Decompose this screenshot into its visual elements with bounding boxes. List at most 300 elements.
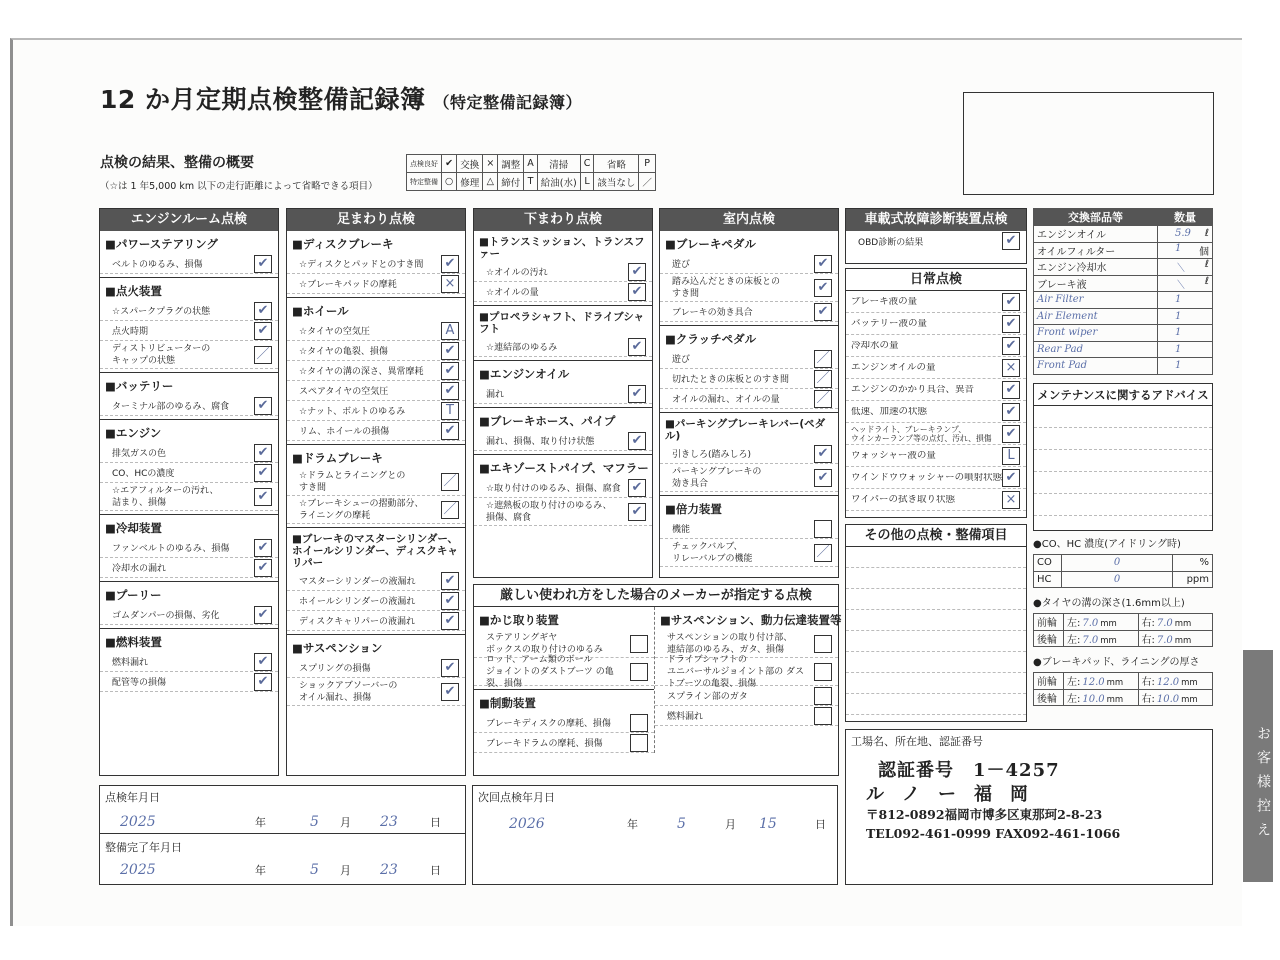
checkbox[interactable]: ✔ [628,338,646,356]
check-item [660,519,838,539]
checkbox[interactable]: ✔ [441,659,459,677]
check-item-label: スプライン部のガタ [667,692,748,702]
legend-cell: △ [483,173,498,191]
measurements [1033,535,1213,706]
part-name[interactable]: エンジン冷却水 [1034,259,1158,276]
right-value[interactable]: 右: 7.0 mm [1138,614,1213,631]
chassis-column [286,208,466,776]
check-item [287,496,465,524]
check-item [287,361,465,381]
blank-line[interactable] [846,610,1026,631]
blank-line[interactable] [846,673,1026,694]
check-item [287,658,465,678]
shop-tel: TEL092-461-0999 FAX092-461-1066 [866,826,1121,841]
check-item-label: マスターシリンダーの液漏れ [299,577,416,587]
check-item [846,379,1026,401]
column-header: エンジンルーム点検 [100,209,278,231]
part-qty[interactable]: 1 [1158,292,1213,309]
check-item [474,654,654,689]
checkbox[interactable]: ✔ [814,303,832,321]
check-item [660,539,838,567]
parts-header: 交換部品等 [1034,209,1158,226]
obd-label: OBD診断の結果 [858,237,924,248]
check-item [287,401,465,421]
part-name[interactable]: Front Pad [1034,358,1158,375]
qty-header: 数量 [1158,209,1213,226]
parts-row [1034,308,1213,325]
checkbox[interactable]: ✔ [628,479,646,497]
blank-line[interactable] [846,589,1026,610]
checkbox[interactable]: ✔ [441,362,459,380]
legend-cell: × [483,155,498,173]
check-item-label: ☆取り付けのゆるみ、損傷、腐食 [486,484,621,494]
section-title: ■ ディスクブレーキ [292,236,465,252]
check-item-label: ロッド、アーム類のボール ジョイントのダストブーツ の亀裂、損傷 [486,654,614,689]
section-title: ■ サスペンション、動力伝達装置等 [660,612,838,628]
section-title: ■ クラッチペダル [665,331,838,347]
wheel-position: 前輪 [1034,614,1064,631]
check-item-label: 切れたときの床板とのすき間 [672,375,790,385]
section-title: ■ 燃料装置 [105,634,278,650]
next-date-label: 次回点検年月日 [478,791,555,804]
inspect-date-label: 点検年月日 [105,791,160,804]
check-item [287,678,465,706]
advice-panel [1033,383,1213,531]
checkbox[interactable]: ✔ [254,488,272,506]
check-item-label: 遊び [672,355,691,365]
shop-label: 工場名、所在地、認証番号 [851,735,983,748]
check-item [474,713,654,733]
check-item [846,335,1026,357]
checkbox[interactable]: ／ [441,473,459,491]
checkbox[interactable] [630,635,648,653]
dates-box [99,785,466,885]
section-title: ■ サスペンション [292,640,465,656]
checkbox[interactable]: ✔ [254,606,272,624]
checkbox[interactable]: ✔ [1002,315,1020,333]
legend-cell: ✔ [442,155,457,173]
checkbox[interactable] [630,734,648,752]
check-item-label: オイルの漏れ、オイルの量 [672,395,780,405]
checkbox[interactable]: ✔ [628,432,646,450]
checkbox[interactable] [814,663,832,681]
checkbox[interactable]: ✔ [254,464,272,482]
check-item-label: ☆タイヤの亀裂、損傷 [299,347,388,357]
checkbox[interactable]: ／ [814,544,832,562]
check-item-label: バッテリー液の量 [851,319,928,328]
part-name[interactable]: Rear Pad [1034,341,1158,358]
measure-row [1034,689,1213,706]
check-item [100,538,278,558]
checkbox[interactable]: ✔ [628,283,646,301]
checkbox[interactable]: ✔ [441,255,459,273]
section-title: ■ パワーステアリング [105,236,278,252]
checkbox[interactable]: ✔ [441,342,459,360]
left-value[interactable]: 左: 10.0 mm [1064,689,1139,706]
check-item-label: サスペンションの取り付け部、 連結部のゆるみ、ガタ、損傷 [667,632,793,655]
checkbox[interactable]: ✔ [628,503,646,521]
wheel-position: 後輪 [1034,689,1064,706]
column-header: 足まわり点検 [287,209,465,231]
check-item [846,313,1026,335]
other-items-panel [845,524,1027,722]
check-item-label: ファンベルトのゆるみ、損傷 [112,544,230,554]
check-item [474,337,652,357]
part-qty[interactable]: 1 [1158,358,1213,375]
checkbox[interactable]: T [441,402,459,420]
engine-room-column [99,208,279,776]
check-item [846,489,1026,511]
checkbox[interactable] [814,707,832,725]
blank-line[interactable] [1034,472,1212,494]
checkbox[interactable]: ✔ [628,385,646,403]
column-header: 下まわり点検 [474,209,652,231]
checkbox[interactable]: ／ [254,346,272,364]
column-header: 日常点検 [846,269,1026,291]
legend-cell: A [524,155,538,173]
check-item-label: ブレーキドラムの摩耗、損傷 [486,739,603,749]
check-item-label: ☆連結部のゆるみ [486,343,558,353]
blank-line[interactable] [1034,406,1212,428]
check-item [655,654,838,689]
section-title: ■ ホイール [292,303,465,319]
right-value[interactable]: 右: 7.0 mm [1138,630,1213,647]
parts-row [1034,275,1213,292]
legend-cell: 修理 [457,173,483,191]
check-item-label: ブレーキディスクの摩耗、損傷 [486,719,611,729]
checkbox[interactable]: ✔ [1002,293,1020,311]
checkbox[interactable]: ✔ [1002,425,1020,443]
co-unit: % [1173,555,1213,572]
next-date-box [472,785,838,885]
parts-row [1034,358,1213,375]
checkbox[interactable]: ✔ [254,397,272,415]
checkbox[interactable]: ✔ [814,445,832,463]
check-item [655,706,838,726]
check-item-label: ベルトのゆるみ、損傷 [112,260,203,270]
section-title: ■ ドラムブレーキ [292,450,465,466]
legend-cell: C [580,155,594,173]
check-item-label: 低速、加速の状態 [851,407,928,416]
check-item-label: ステアリングギヤ ボックスの取り付けのゆるみ [486,632,603,655]
part-name[interactable]: ブレーキ液 [1034,275,1158,292]
check-item [100,254,278,274]
legend-cell: 省略 [594,155,639,173]
parts-row [1034,292,1213,309]
checkbox[interactable]: ／ [814,390,832,408]
blank-line[interactable] [846,568,1026,589]
check-item-label: 配管等の損傷 [112,678,167,688]
right-value[interactable]: 右: 12.0 mm [1138,673,1213,690]
part-name[interactable]: Front wiper [1034,325,1158,342]
check-item-label: ☆エアフィルターの汚れ、 詰まり、損傷 [112,485,219,508]
check-item-label: リム、ホイールの損傷 [299,427,390,437]
check-item [846,467,1026,489]
section-title: ■ ブレーキのマスターシリンダー、ホイールシリンダー、ディスクキャリパー [292,533,465,569]
checkbox[interactable]: ✔ [254,444,272,462]
check-item [100,652,278,672]
right-value[interactable]: 右: 10.0 mm [1138,689,1213,706]
check-item-label: エンジンオイルの量 [851,363,936,372]
checkbox[interactable]: ✔ [814,279,832,297]
check-item [287,274,465,294]
part-qty[interactable]: ＼ ℓ [1158,275,1213,292]
checkbox[interactable] [814,635,832,653]
check-item-label: ☆ブレーキパッドの摩耗 [299,280,397,290]
check-item-label: CO、HCの濃度 [112,469,175,479]
part-name[interactable]: オイルフィルター [1034,242,1158,259]
measure-row [1034,614,1213,631]
checkbox[interactable]: ✔ [441,422,459,440]
check-item [474,262,652,282]
customer-copy-tab: お客様控え [1243,650,1273,882]
checkbox[interactable]: ✔ [1002,403,1020,421]
check-item [655,686,838,706]
checkbox[interactable]: ／ [441,501,459,519]
section-title: ■ 倍力装置 [665,501,838,517]
check-item-label: ショックアブソーバーの オイル漏れ、損傷 [299,680,398,703]
check-item [474,733,654,753]
blank-line[interactable] [846,652,1026,673]
part-qty[interactable]: 1 [1158,308,1213,325]
check-item [100,672,278,692]
legend-cell: ○ [442,173,457,191]
stamp-box [963,92,1214,195]
checkbox[interactable] [814,520,832,538]
checkbox[interactable] [630,714,648,732]
interior-column [659,208,839,578]
check-item-label: ☆タイヤの溝の深さ、異常摩耗 [299,367,424,377]
legend-cell: 清掃 [537,155,580,173]
legend-cell: P [639,155,656,173]
wheel-position: 後輪 [1034,630,1064,647]
check-item-label: ヘッドライト、ブレーキランプ、 ウインカーランプ等の点灯、汚れ、損傷 [851,424,992,443]
check-item [846,357,1026,379]
check-item [474,478,652,498]
shop-box [845,729,1213,885]
column-header: 車載式故障診断装置点検 [846,209,1026,231]
checkbox[interactable]: ✔ [441,572,459,590]
next-date[interactable]: 2026 年 5 月 15 日 [509,816,826,832]
part-name[interactable]: Air Filter [1034,292,1158,309]
check-item [100,321,278,341]
section-title: ■ エンジンオイル [479,366,652,382]
checkbox[interactable]: ／ [814,370,832,388]
check-item [660,389,838,409]
left-value[interactable]: 左: 7.0 mm [1064,614,1139,631]
section-title: ■ エキゾーストパイプ、マフラー [479,460,652,476]
check-item [287,321,465,341]
section-title: ■ バッテリー [105,378,278,394]
legend-cell: ／ [639,173,656,191]
section-title: ■ 冷却装置 [105,520,278,536]
check-item-label: ターミナル部のゆるみ、腐食 [112,402,230,412]
checkbox[interactable]: ✔ [1002,337,1020,355]
legend-cell: 該当なし [594,173,639,191]
summary-title: 点検の結果、整備の概要 [100,155,254,171]
checkbox[interactable]: ✔ [1002,469,1020,487]
shop-name: ル ノ ー 福 岡 [866,784,1028,805]
hc-value[interactable]: 0 [1062,571,1173,588]
check-item-label: ☆スパークプラグの状態 [112,307,211,317]
check-item-label: 燃料漏れ [667,712,704,722]
inspect-date[interactable]: 2025 年 5 月 23 日 [120,814,441,830]
check-item [474,282,652,302]
legend-cell: T [524,173,538,191]
blank-line[interactable] [846,694,1026,715]
part-qty[interactable]: 1 [1158,325,1213,342]
complete-date-label: 整備完了年月日 [105,841,182,854]
section-title: ■ エンジン [105,425,278,441]
blank-line[interactable] [846,631,1026,652]
column-header: その他の点検・整備項目 [846,525,1026,547]
section-title: ■ プロペラシャフト、ドライブシャフト [479,311,652,335]
section-title: ■ 点火装置 [105,283,278,299]
check-item [474,498,652,526]
check-item [287,341,465,361]
check-item-label: スプリングの損傷 [299,664,371,674]
checkbox[interactable]: ✔ [814,255,832,273]
left-value[interactable]: 左: 7.0 mm [1064,630,1139,647]
blank-line[interactable] [846,547,1026,568]
check-item [100,396,278,416]
check-item-label: 踏み込んだときの床板との すき間 [672,276,781,299]
check-item [846,423,1026,445]
check-item-label: 冷却水の量 [851,341,899,350]
part-name[interactable]: Air Element [1034,308,1158,325]
check-item-label: ウォッシャー液の量 [851,451,936,460]
parts-row [1034,242,1213,259]
check-item [287,421,465,441]
section-title: ■ パーキングブレーキレバー(ペダル) [665,418,838,442]
check-item [100,341,278,369]
checkbox[interactable]: ✔ [254,559,272,577]
checkbox[interactable]: ✔ [1002,232,1020,250]
checkbox[interactable]: ／ [814,350,832,368]
check-item-label: ワイパーの拭き取り状態 [851,495,956,504]
parts-row [1034,226,1213,243]
check-item [287,611,465,631]
section-title: ■ ブレーキホース、パイプ [479,413,652,429]
shop-address: 〒812-0892福岡市博多区東那珂2-8-23 [866,807,1103,822]
parts-row [1034,325,1213,342]
check-item-label: 遊び [672,260,691,270]
checkbox[interactable]: × [1002,491,1020,509]
cert-number: 認証番号 1－4257 [878,760,1060,781]
parts-row [1034,259,1213,276]
checkbox[interactable]: A [441,322,459,340]
checkbox[interactable] [814,687,832,705]
checkbox[interactable]: ✔ [814,469,832,487]
check-item-label: エンジンのかかり具合、異音 [851,385,975,394]
checkbox[interactable]: ✔ [441,382,459,400]
checkbox[interactable]: × [441,275,459,293]
complete-date[interactable]: 2025 年 5 月 23 日 [120,862,441,878]
check-item-label: 燃料漏れ [112,658,149,668]
check-item [846,445,1026,467]
blank-line[interactable] [1034,494,1212,516]
page-title: 12 か月定期点検整備記録簿 （特定整備記録簿） [100,85,583,114]
checkbox[interactable]: L [1002,447,1020,465]
checkbox[interactable]: ✔ [254,673,272,691]
wheel-position: 前輪 [1034,673,1064,690]
check-item [660,274,838,302]
check-item [287,571,465,591]
check-item-label: ☆ドラムとライニングとの すき間 [299,470,406,493]
legend-cell: 調整 [498,155,524,173]
measure-row [1034,673,1213,690]
part-qty[interactable]: 1 個 [1158,242,1213,259]
part-qty[interactable]: 5.9 ℓ [1158,226,1213,243]
check-item [474,431,652,451]
check-item [846,291,1026,313]
check-item-label: ディストリビューターの キャップの状態 [112,343,211,366]
checkbox[interactable]: ✔ [254,302,272,320]
checkbox[interactable]: ✔ [254,322,272,340]
check-item-label: ホイールシリンダーの液漏れ [299,597,416,607]
check-item [100,605,278,625]
check-item-label: 排気ガスの色 [112,449,167,459]
check-item [100,301,278,321]
co-value[interactable]: 0 [1062,555,1173,572]
checkbox[interactable]: ✔ [441,612,459,630]
check-item [660,464,838,492]
checkbox[interactable] [630,663,648,681]
check-item-label: ☆ブレーキシューの摺動部分、 ライニングの摩耗 [299,498,424,521]
blank-line[interactable] [1034,450,1212,472]
checkbox[interactable]: × [1002,359,1020,377]
check-item-label: 漏れ [486,390,505,400]
check-item-label: ☆遮熱板の取り付けのゆるみ、 損傷、腐食 [486,500,612,523]
check-item-label: パーキングブレーキの 効き具合 [672,466,762,489]
check-item [660,254,838,274]
check-item-label: ブレーキ液の量 [851,297,918,306]
section-title: ■ かじ取り装置 [479,612,654,628]
check-item [287,254,465,274]
section-title: ■ 制動装置 [479,695,654,711]
checkbox[interactable]: ✔ [628,263,646,281]
check-item-label: 漏れ、損傷、取り付け状態 [486,437,595,447]
left-value[interactable]: 左: 12.0 mm [1064,673,1139,690]
part-qty[interactable]: 1 [1158,341,1213,358]
legend-cell: 点検良好 [407,155,442,173]
check-item [474,384,652,404]
check-item [287,381,465,401]
blank-line[interactable] [1034,428,1212,450]
legend-cell: L [580,173,594,191]
checkbox[interactable]: ✔ [254,539,272,557]
checkbox[interactable]: ✔ [441,592,459,610]
check-item-label: ☆オイルの量 [486,288,539,298]
checkbox[interactable]: ✔ [441,683,459,701]
column-header: 室内点検 [660,209,838,231]
co-label: CO [1034,555,1062,572]
check-item-label: 引きしろ(踏みしろ) [672,450,752,460]
checkbox[interactable]: ✔ [254,255,272,273]
check-item [660,349,838,369]
check-item-label: ブレーキの効き具合 [672,308,753,318]
check-item-label: ディスクキャリパーの液漏れ [299,617,416,627]
check-item [100,558,278,578]
check-item-label: ドライブシャフトの ユニバーサルジョイント部の ダストブーツの亀裂、損傷 [667,654,805,689]
check-item [287,591,465,611]
part-qty[interactable]: ＼ ℓ [1158,259,1213,276]
part-name[interactable]: エンジンオイル [1034,226,1158,243]
checkbox[interactable]: ✔ [254,653,272,671]
parts-table [1033,208,1213,375]
daily-inspection-panel [845,268,1027,518]
checkbox[interactable]: ✔ [1002,381,1020,399]
